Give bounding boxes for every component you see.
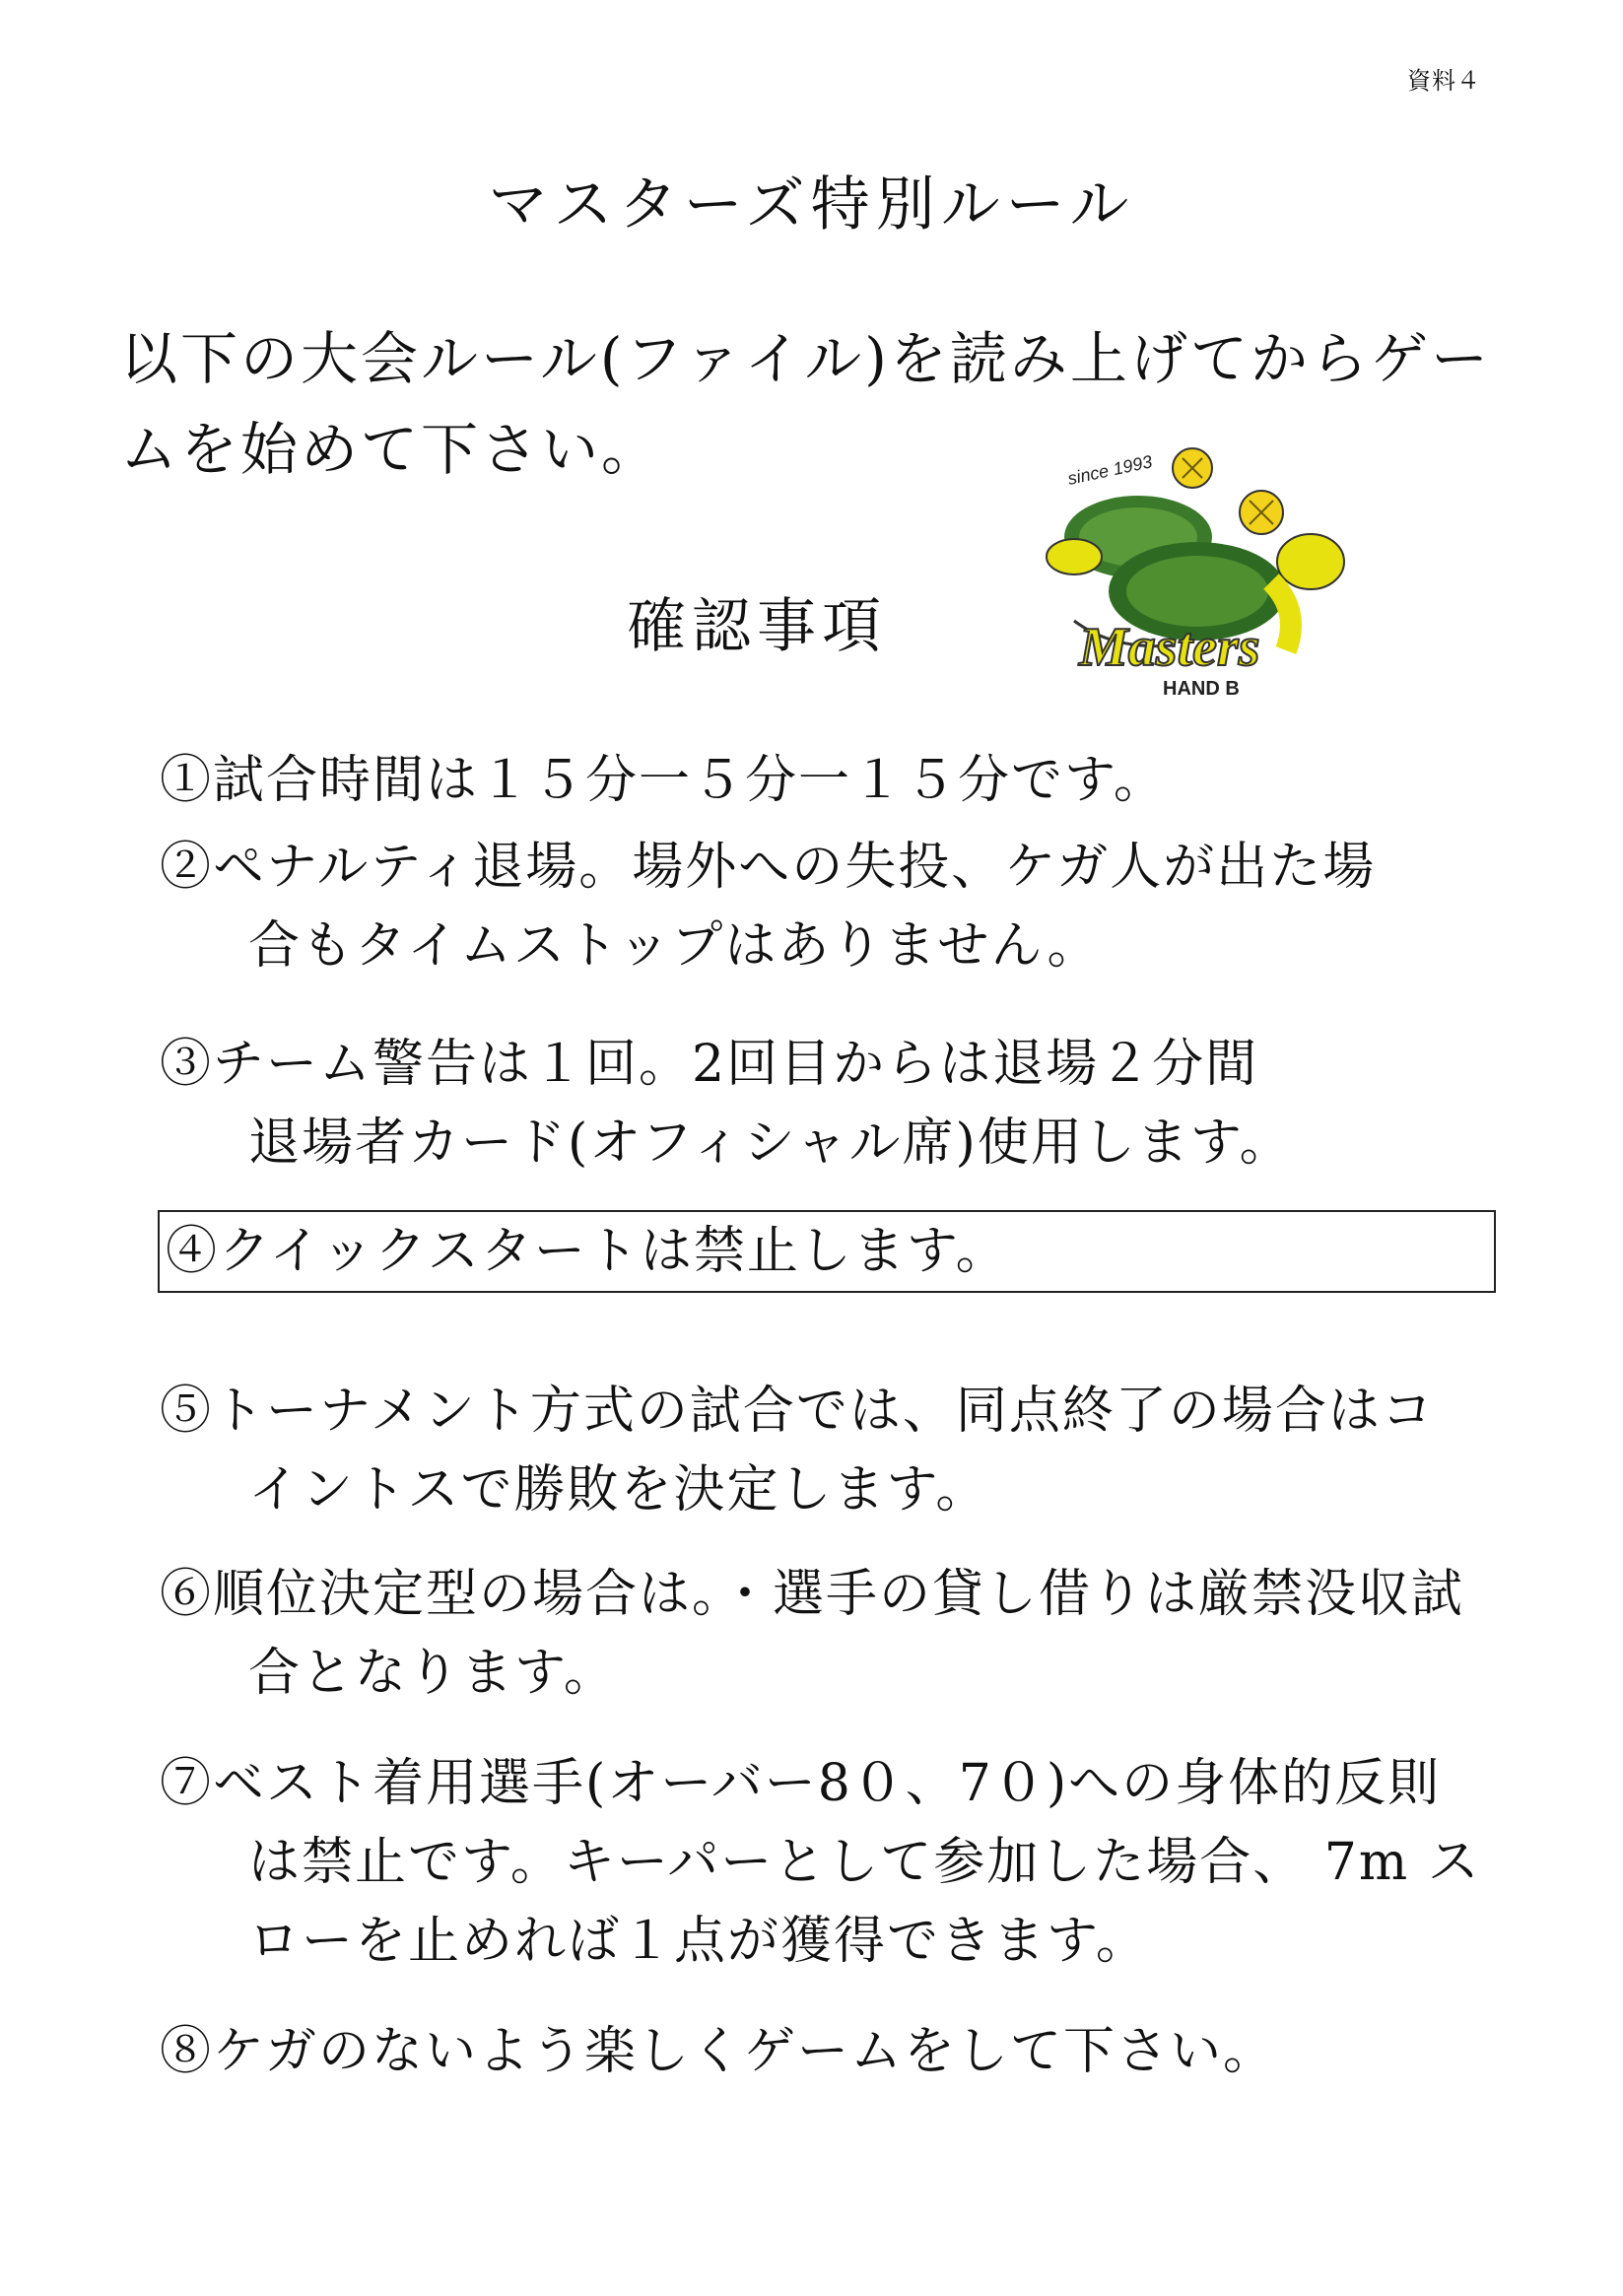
rule-3-line-2: 退場者カード(オフィシャル席)使用します。 — [248, 1114, 1293, 1173]
rule-4-line-1: ④クイックスタートは禁止します。 — [166, 1222, 1009, 1281]
rule-2 — [160, 828, 1510, 985]
intro-line-1: 以下の大会ルール(ファイル)を読み上げてからゲー — [120, 325, 1491, 392]
rule-6-line-2: 合となります。 — [248, 1644, 617, 1703]
rule-7-line-3: ローを止めれば１点が獲得できます。 — [248, 1912, 1149, 1971]
rule-7-line-1: ⑦ベスト着用選手(オーバー8０、7０)への身体的反則 — [160, 1754, 1442, 1813]
rule-3 — [160, 1025, 1510, 1182]
rule-8-line-1: ⑧ケガのないよう楽しくゲームをして下さい。 — [160, 2022, 1276, 2081]
rule-2-line-2: 合もタイムストップはありません。 — [248, 916, 1101, 976]
rule-7 — [160, 1744, 1510, 1981]
document-title: マスターズ特別ルール — [488, 170, 1135, 239]
rule-5-line-2: イントスで勝敗を決定します。 — [248, 1460, 989, 1519]
section-heading: 確認事項 — [627, 592, 887, 661]
rule-6-line-1: ⑥順位決定型の場合は。・選手の貸し借りは厳禁没収試 — [160, 1565, 1465, 1624]
rule-8 — [160, 2012, 1510, 2091]
intro-line-2: ムを始めて下さい。 — [120, 416, 662, 483]
logo-masters-text: Masters — [1079, 617, 1260, 678]
rule-3-line-1: ③チーム警告は１回。2回目からは退場２分間 — [160, 1035, 1259, 1094]
logo-since-text: since 1993 — [1065, 451, 1155, 489]
rule-1-line-1: ①試合時間は１５分一５分一１５分です。 — [160, 751, 1167, 810]
rule-7-line-2: は禁止です。キーパーとして参加した場合、 7m ス — [248, 1833, 1481, 1892]
rule-4-box — [158, 1210, 1496, 1293]
masters-logo — [1035, 443, 1355, 705]
rule-2-line-1: ②ペナルティ退場。場外への失投、ケガ人が出た場 — [160, 838, 1377, 897]
logo-hand-text: HAND B — [1163, 678, 1240, 700]
rule-5 — [160, 1372, 1510, 1529]
page-id: 資料４ — [1407, 67, 1481, 95]
rule-1 — [160, 741, 1510, 820]
rule-5-line-1: ⑤トーナメント方式の試合では、同点終了の場合はコ — [160, 1382, 1435, 1441]
rule-6 — [160, 1555, 1510, 1713]
